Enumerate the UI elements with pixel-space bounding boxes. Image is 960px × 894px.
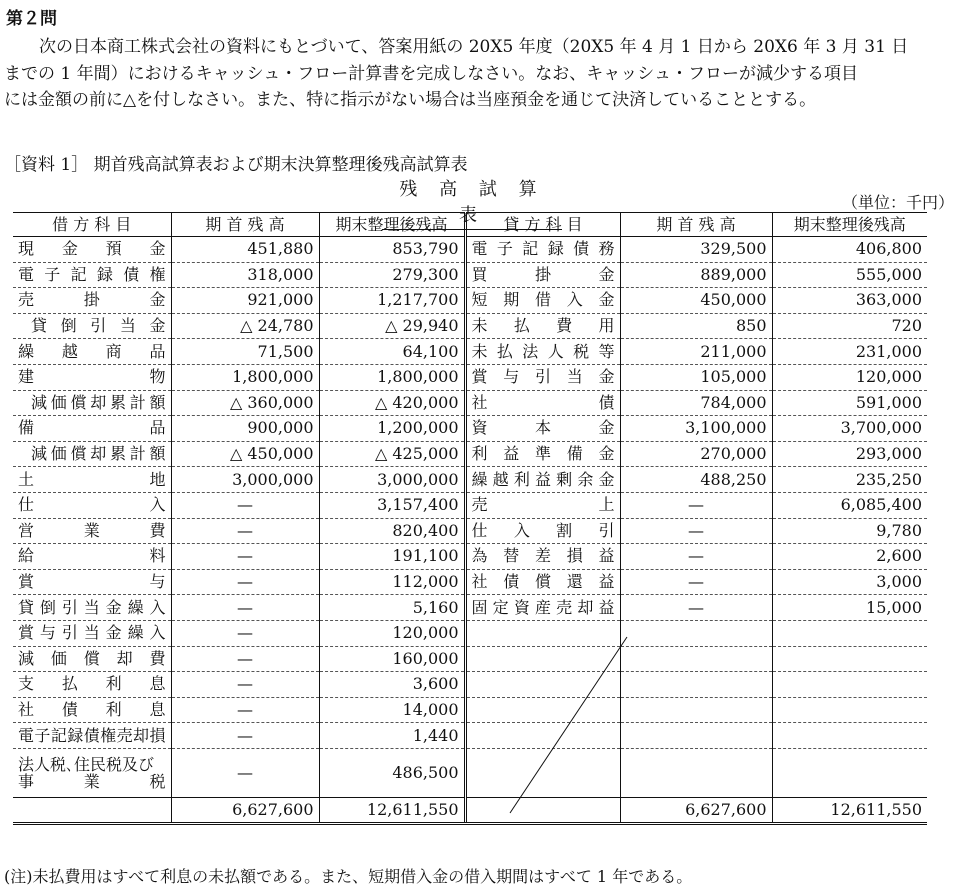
total-debit-begin: 6,627,600: [171, 797, 319, 824]
table-row: [13, 237, 927, 263]
debit-end-cell: 64,100: [319, 339, 465, 365]
header-credit-end: 期末整理後残高: [772, 213, 927, 237]
question-title: 第２問: [6, 9, 57, 29]
table-row: [13, 364, 927, 390]
credit-account-cell: 電子記録債務: [465, 237, 620, 263]
credit-begin-cell: [620, 672, 772, 698]
table-row: [13, 492, 927, 518]
credit-begin-cell: 211,000: [620, 339, 772, 365]
credit-account-cell: [465, 723, 620, 749]
credit-begin-cell: 105,000: [620, 364, 772, 390]
credit-account-cell: 利益準備金: [465, 441, 620, 467]
credit-begin-cell: —: [620, 544, 772, 570]
debit-begin-cell: —: [171, 672, 319, 698]
table-title: 残 高 試 算 表: [382, 175, 562, 230]
credit-begin-cell: —: [620, 492, 772, 518]
credit-account-cell: 為替差損益: [465, 544, 620, 570]
debit-account-cell: 減価償却費: [13, 646, 171, 672]
debit-end-cell: 120,000: [319, 620, 465, 646]
debit-end-cell: 112,000: [319, 569, 465, 595]
intro-line-3: には金額の前に△を付しなさい。また、特に指示がない場合は当座預金を通じて決済していることとする。: [4, 90, 817, 110]
table-row: [13, 595, 927, 621]
debit-account-cell: 繰越商品: [13, 339, 171, 365]
debit-begin-cell: —: [171, 595, 319, 621]
debit-begin-cell: —: [171, 723, 319, 749]
credit-account-cell: 繰越利益剰余金: [465, 467, 620, 493]
debit-account-cell: 土地: [13, 467, 171, 493]
credit-end-cell: [772, 620, 927, 646]
debit-end-cell: 3,000,000: [319, 467, 465, 493]
credit-begin-cell: 3,100,000: [620, 416, 772, 442]
debit-end-cell: 853,790: [319, 237, 465, 263]
debit-begin-cell: 921,000: [171, 288, 319, 314]
credit-end-cell: [772, 672, 927, 698]
table-row: [13, 390, 927, 416]
table-header-row: [13, 213, 927, 237]
credit-end-cell: 591,000: [772, 390, 927, 416]
credit-account-cell: 買掛金: [465, 262, 620, 288]
credit-account-cell: 未払法人税等: [465, 339, 620, 365]
debit-account-cell: 電子記録債権売却損: [13, 723, 171, 749]
debit-begin-cell: △ 450,000: [171, 441, 319, 467]
credit-end-cell: 3,000: [772, 569, 927, 595]
credit-account-cell: [465, 697, 620, 723]
debit-begin-cell: 451,880: [171, 237, 319, 263]
credit-account-cell: 短期借入金: [465, 288, 620, 314]
credit-begin-cell: 488,250: [620, 467, 772, 493]
credit-begin-cell: 850: [620, 313, 772, 339]
credit-end-cell: [772, 697, 927, 723]
debit-begin-cell: —: [171, 544, 319, 570]
credit-begin-cell: [620, 723, 772, 749]
credit-account-cell: [465, 620, 620, 646]
debit-begin-cell: —: [171, 518, 319, 544]
debit-begin-cell: 1,800,000: [171, 364, 319, 390]
debit-end-cell: 160,000: [319, 646, 465, 672]
table-row: [13, 441, 927, 467]
debit-end-cell: 3,600: [319, 672, 465, 698]
table-row: [13, 646, 927, 672]
debit-end-cell: 1,440: [319, 723, 465, 749]
debit-begin-cell: —: [171, 697, 319, 723]
debit-end-cell: 1,200,000: [319, 416, 465, 442]
table-row: [13, 467, 927, 493]
debit-account-cell: [13, 748, 171, 797]
debit-begin-cell: —: [171, 646, 319, 672]
debit-account-cell: 貸倒引当金: [13, 313, 171, 339]
credit-begin-cell: 329,500: [620, 237, 772, 263]
debit-account-cell: 貸倒引当金繰入: [13, 595, 171, 621]
debit-begin-cell: 318,000: [171, 262, 319, 288]
credit-begin-cell: [620, 697, 772, 723]
credit-account-cell: 仕入割引: [465, 518, 620, 544]
table-row: [13, 569, 927, 595]
credit-end-cell: 406,800: [772, 237, 927, 263]
header-debit-end: 期末整理後残高: [319, 213, 465, 237]
credit-account-cell: 社債償還益: [465, 569, 620, 595]
header-debit-begin: 期 首 残 高: [171, 213, 319, 237]
credit-begin-cell: 450,000: [620, 288, 772, 314]
table-row: [13, 339, 927, 365]
credit-begin-cell: [620, 748, 772, 797]
debit-account-cell: 現金預金: [13, 237, 171, 263]
credit-begin-cell: [620, 620, 772, 646]
table-row: [13, 262, 927, 288]
debit-begin-cell: —: [171, 620, 319, 646]
trial-balance-table: [13, 212, 927, 825]
section-label: ［資料 1］ 期首残高試算表および期末決算整理後残高試算表: [4, 155, 468, 175]
debit-end-cell: 279,300: [319, 262, 465, 288]
credit-end-cell: 231,000: [772, 339, 927, 365]
debit-account-cell: 減価償却累計額: [13, 390, 171, 416]
totals-row: [13, 797, 927, 824]
credit-account-cell: 未払費用: [465, 313, 620, 339]
credit-begin-cell: 270,000: [620, 441, 772, 467]
debit-account-line-1: 法人税､住民税及び: [18, 754, 155, 774]
debit-end-cell: 191,100: [319, 544, 465, 570]
credit-begin-cell: —: [620, 569, 772, 595]
debit-end-cell: 3,157,400: [319, 492, 465, 518]
credit-account-cell: 資本金: [465, 416, 620, 442]
debit-account-cell: 営業費: [13, 518, 171, 544]
credit-begin-cell: —: [620, 595, 772, 621]
debit-account-cell: 売掛金: [13, 288, 171, 314]
table-row: [13, 288, 927, 314]
table-row: [13, 544, 927, 570]
credit-begin-cell: 889,000: [620, 262, 772, 288]
credit-end-cell: 9,780: [772, 518, 927, 544]
credit-end-cell: 3,700,000: [772, 416, 927, 442]
credit-end-cell: 293,000: [772, 441, 927, 467]
debit-begin-cell: △ 24,780: [171, 313, 319, 339]
debit-account-line-2: 事 業 税: [18, 771, 166, 791]
credit-begin-cell: 784,000: [620, 390, 772, 416]
table-row: [13, 672, 927, 698]
debit-begin-cell: 3,000,000: [171, 467, 319, 493]
credit-account-cell: [465, 646, 620, 672]
credit-begin-cell: —: [620, 518, 772, 544]
debit-account-cell: 仕入: [13, 492, 171, 518]
intro-line-1: 次の日本商工株式会社の資料にもとづいて、答案用紙の 20X5 年度（20X5 年 4 月 1 日から 20X6 年 3 月 31 日: [39, 37, 909, 57]
total-debit-end: 12,611,550: [319, 797, 465, 824]
table-row: [13, 697, 927, 723]
debit-account-cell: 電子記録債権: [13, 262, 171, 288]
debit-end-cell: 486,500: [319, 748, 465, 797]
debit-account-cell: 給料: [13, 544, 171, 570]
credit-end-cell: 363,000: [772, 288, 927, 314]
credit-end-cell: 235,250: [772, 467, 927, 493]
table-row: [13, 723, 927, 749]
debit-begin-cell: 71,500: [171, 339, 319, 365]
debit-end-cell: △ 29,940: [319, 313, 465, 339]
credit-account-cell: 賞与引当金: [465, 364, 620, 390]
debit-begin-cell: 900,000: [171, 416, 319, 442]
unit-label: （単位：千円）: [841, 193, 954, 212]
credit-end-cell: 720: [772, 313, 927, 339]
total-credit-begin: 6,627,600: [620, 797, 772, 824]
table-row: [13, 416, 927, 442]
credit-end-cell: [772, 723, 927, 749]
credit-account-cell: 固定資産売却益: [465, 595, 620, 621]
debit-begin-cell: —: [171, 492, 319, 518]
credit-end-cell: 2,600: [772, 544, 927, 570]
debit-end-cell: 5,160: [319, 595, 465, 621]
totals-blank-credit: [465, 797, 620, 824]
totals-blank-debit: [13, 797, 171, 824]
credit-end-cell: 6,085,400: [772, 492, 927, 518]
credit-account-cell: 社債: [465, 390, 620, 416]
debit-end-cell: 14,000: [319, 697, 465, 723]
intro-line-2: までの 1 年間）におけるキャッシュ・フロー計算書を完成しなさい。なお、キャッシュ・フローが減少する項目: [4, 63, 858, 84]
header-debit-account: 借 方 科 目: [13, 213, 171, 237]
header-credit-begin: 期 首 残 高: [620, 213, 772, 237]
table-row: [13, 620, 927, 646]
credit-end-cell: [772, 646, 927, 672]
credit-begin-cell: [620, 646, 772, 672]
debit-account-cell: 社債利息: [13, 697, 171, 723]
credit-account-cell: [465, 748, 620, 797]
debit-end-cell: 1,217,700: [319, 288, 465, 314]
debit-begin-cell: △ 360,000: [171, 390, 319, 416]
credit-end-cell: 555,000: [772, 262, 927, 288]
credit-account-cell: [465, 672, 620, 698]
debit-end-cell: 1,800,000: [319, 364, 465, 390]
credit-account-cell: 売上: [465, 492, 620, 518]
debit-account-cell: 備品: [13, 416, 171, 442]
debit-begin-cell: —: [171, 748, 319, 797]
debit-account-cell: 支払利息: [13, 672, 171, 698]
table-row: [13, 313, 927, 339]
header-credit-account: 貸 方 科 目: [465, 213, 620, 237]
debit-begin-cell: —: [171, 569, 319, 595]
debit-account-cell: 賞与: [13, 569, 171, 595]
total-credit-end: 12,611,550: [772, 797, 927, 824]
debit-end-cell: 820,400: [319, 518, 465, 544]
credit-end-cell: 120,000: [772, 364, 927, 390]
debit-end-cell: △ 420,000: [319, 390, 465, 416]
debit-account-cell: 建物: [13, 364, 171, 390]
debit-account-cell: 賞与引当金繰入: [13, 620, 171, 646]
table-row: [13, 518, 927, 544]
debit-end-cell: △ 425,000: [319, 441, 465, 467]
credit-end-cell: [772, 748, 927, 797]
credit-end-cell: 15,000: [772, 595, 927, 621]
footnote: (注)未払費用はすべて利息の未払額である。また、短期借入金の借入期間はすべて 1 年である。: [4, 867, 693, 886]
table-row: [13, 748, 927, 797]
question-intro: [4, 34, 952, 114]
debit-account-cell: 減価償却累計額: [13, 441, 171, 467]
